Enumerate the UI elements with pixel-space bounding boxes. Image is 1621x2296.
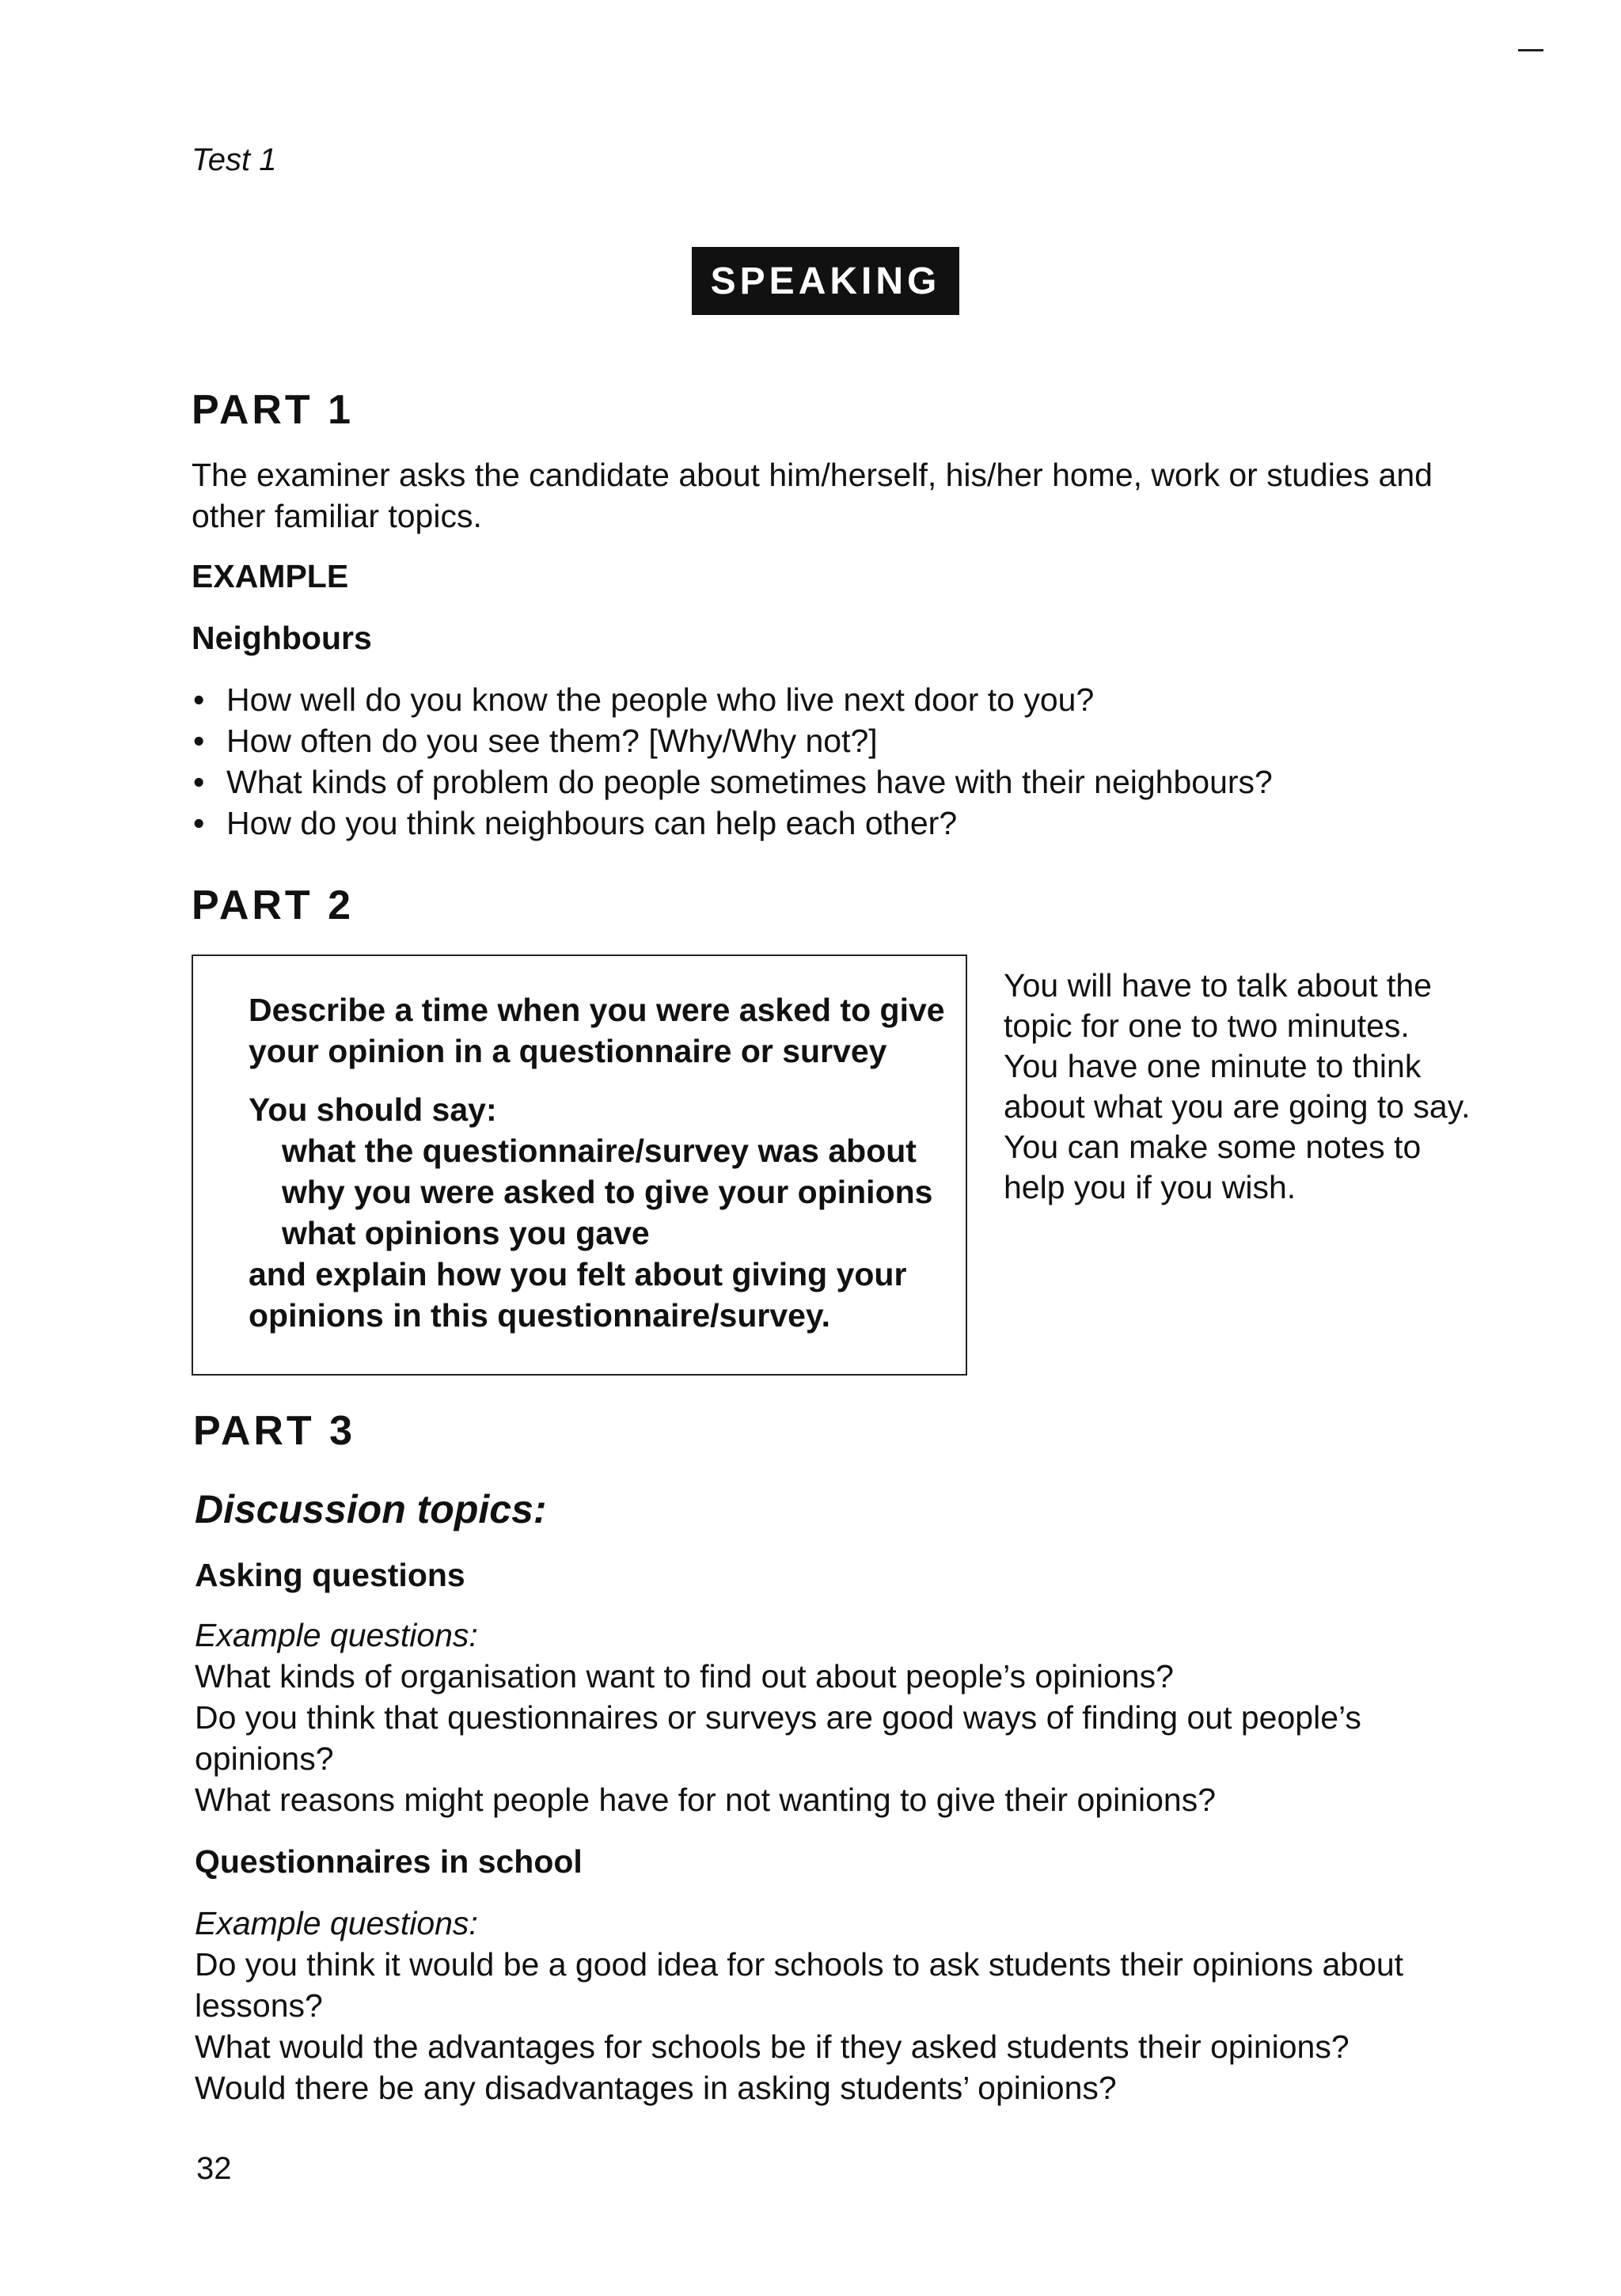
instruction-line: topic for one to two minutes.	[1004, 1008, 1410, 1044]
question-line: What reasons might people have for not wanting to give their opinions?	[195, 1782, 1216, 1818]
question-line: Would there be any disadvantages in asking students’ opinions?	[195, 2070, 1117, 2106]
test-label: Test 1	[192, 142, 277, 177]
topic-title: Asking questions	[195, 1557, 465, 1593]
part1-heading: PART 1	[192, 387, 355, 433]
question-line: Do you think that questionnaires or surveys are good ways of finding out people’s	[195, 1699, 1361, 1736]
discussion-title: Discussion topics:	[195, 1487, 547, 1531]
cue-should-say: You should say:	[249, 1091, 497, 1128]
cue-point: what the questionnaire/survey was about	[282, 1133, 917, 1169]
instruction-line: You will have to talk about the	[1004, 967, 1432, 1004]
part1-intro	[192, 454, 1600, 537]
list-item: • How often do you see them? [Why/Why not?]	[192, 720, 1585, 761]
question-line: Do you think it would be a good idea for schools to ask students their opinions about	[195, 1946, 1404, 1983]
topic-questions	[195, 1903, 1596, 2108]
list-item: • How do you think neighbours can help each other?	[192, 803, 1585, 844]
part1-intro-line: The examiner asks the candidate about him/herself, his/her home, work or studies and	[192, 457, 1433, 493]
question-line: What kinds of organisation want to find out about people’s opinions?	[195, 1658, 1174, 1694]
cue-card	[192, 954, 967, 1376]
example-questions-label: Example questions:	[195, 1617, 478, 1653]
list-item: • What kinds of problem do people sometimes have with their neighbours?	[192, 761, 1585, 803]
topic-title: Questionnaires in school	[195, 1843, 583, 1880]
page-number: 32	[196, 2151, 232, 2186]
cue-prompt-line: your opinion in a questionnaire or survey	[249, 1033, 887, 1069]
part2-heading: PART 2	[192, 882, 355, 928]
instruction-line: about what you are going to say.	[1004, 1088, 1471, 1125]
cue-card-content	[249, 989, 945, 1336]
part1-example-label: EXAMPLE	[192, 558, 349, 594]
topic-questions	[195, 1615, 1596, 1820]
cue-prompt-line: Describe a time when you were asked to give	[249, 992, 945, 1028]
example-questions-label: Example questions:	[195, 1905, 478, 1941]
question-line: lessons?	[195, 1987, 323, 2024]
cue-closing-line: and explain how you felt about giving your	[249, 1256, 907, 1292]
part1-question-list	[192, 679, 1585, 844]
instruction-line: You can make some notes to	[1004, 1129, 1422, 1165]
cue-point: what opinions you gave	[282, 1215, 650, 1251]
instruction-line: You have one minute to think	[1004, 1048, 1422, 1084]
part3-heading: PART 3	[193, 1408, 356, 1454]
instruction-line: help you if you wish.	[1004, 1169, 1296, 1205]
part2-instructions	[1004, 966, 1589, 1208]
list-item: • How well do you know the people who live next door to you?	[192, 679, 1585, 720]
cue-point: why you were asked to give your opinions	[282, 1174, 933, 1210]
cue-closing-line: opinions in this questionnaire/survey.	[249, 1297, 831, 1334]
part1-intro-line: other familiar topics.	[192, 498, 482, 534]
question-line: What would the advantages for schools be if they asked students their opinions?	[195, 2028, 1350, 2065]
corner-mark	[1518, 49, 1543, 51]
part1-topic-title: Neighbours	[192, 620, 372, 656]
question-line: opinions?	[195, 1740, 334, 1777]
speaking-badge: SPEAKING	[692, 247, 959, 315]
